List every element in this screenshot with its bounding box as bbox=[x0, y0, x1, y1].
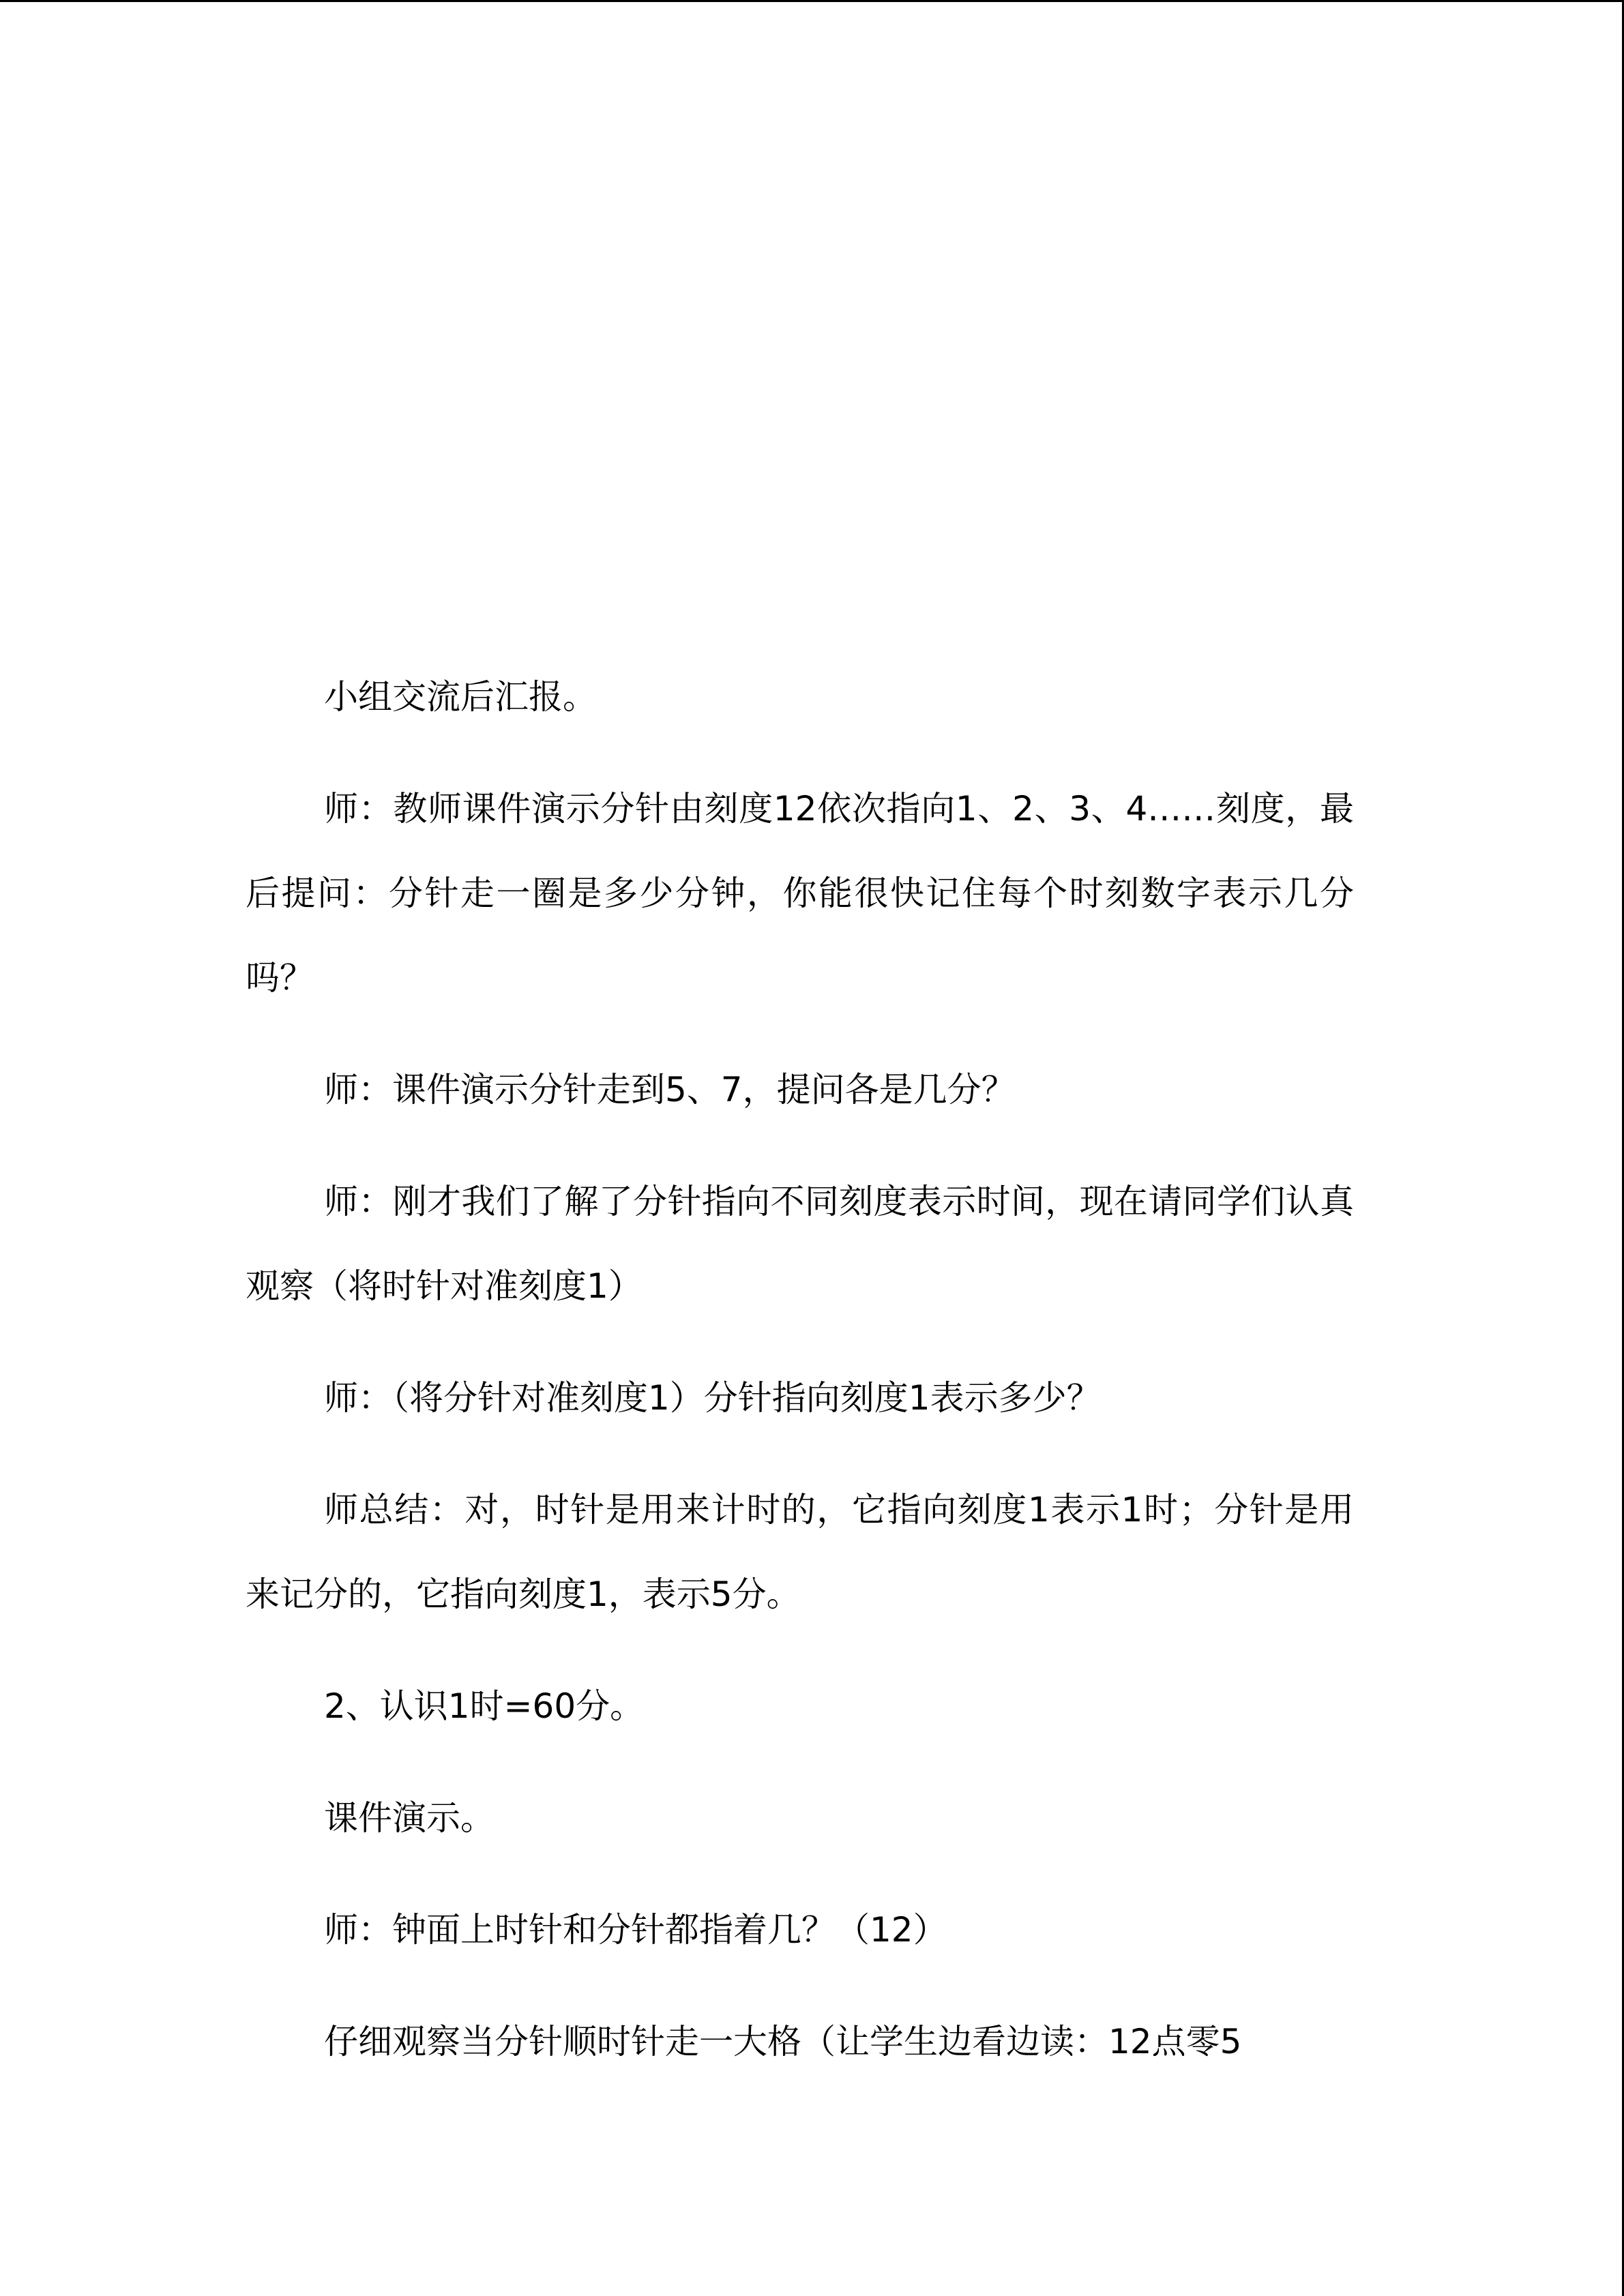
paragraph-section-2-heading: 2、认识1时=60分。 bbox=[324, 1686, 645, 1726]
paragraph-clock-face-question: 师：钟面上时针和分针都指着几？（12） bbox=[324, 1910, 947, 1950]
paragraph-question-5-7: 师：课件演示分针走到5、7，提问各是几分？ bbox=[324, 1070, 1016, 1109]
paragraph-teacher-summary: 师总结：对，时针是用来计时的，它指向刻度1表示1时；分针是用来记分的，它指向刻度1，表示5分。 bbox=[246, 1490, 1354, 1614]
paragraph-minute-hand-demo: 师：教师课件演示分针由刻度12依次指向1、2、3、4……刻度，最后提问：分针走一圈是多少分钟，你能很快记住每个时刻数字表示几分吗？ bbox=[246, 789, 1354, 998]
paragraph-minute-hand-at-1: 师：（将分针对准刻度1）分针指向刻度1表示多少？ bbox=[324, 1378, 1101, 1418]
page-top-border bbox=[0, 0, 1624, 2]
paragraph-courseware-demo: 课件演示。 bbox=[324, 1798, 494, 1838]
paragraph-observe-big-grid: 仔细观察当分针顺时针走一大格（让学生边看边读：12点零5 bbox=[324, 2022, 1242, 2061]
document-body bbox=[246, 655, 1354, 2111]
paragraph-group-report: 小组交流后汇报。 bbox=[324, 677, 597, 717]
paragraph-observe-hour-hand: 师：刚才我们了解了分针指向不同刻度表示时间，现在请同学们认真观察（将时针对准刻度1） bbox=[246, 1182, 1354, 1306]
